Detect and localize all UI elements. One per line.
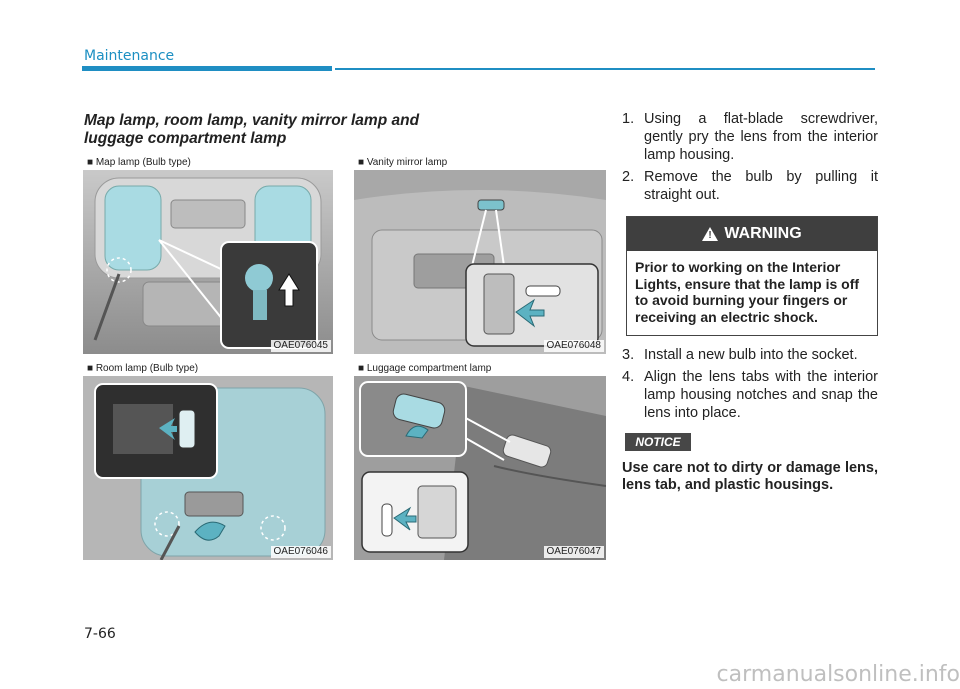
step-text: Install a new bulb into the socket.: [644, 347, 858, 363]
figure-luggage-compartment-lamp: [354, 362, 606, 560]
figure-map-lamp: [83, 156, 333, 354]
figure-caption: ■ Luggage compartment lamp: [358, 362, 497, 376]
figure-vanity-mirror-lamp: [354, 156, 606, 354]
list-item: [622, 346, 878, 364]
luggage-lamp-illustration: [354, 376, 606, 560]
step-number: 1.: [622, 111, 635, 127]
room-lamp-illustration: [83, 376, 333, 560]
step-text: Using a flat-blade screwdriver, gently pry the lens from the interior lamp housing.: [644, 111, 878, 163]
map-lamp-illustration: [83, 170, 333, 354]
figure-code: OAE076048: [544, 340, 605, 352]
step-number: 4.: [622, 369, 635, 385]
figure-code: OAE076046: [271, 546, 332, 558]
list-item: [622, 168, 878, 204]
figure-caption: ■ Map lamp (Bulb type): [87, 156, 197, 170]
notice-text: Use care not to dirty or damage lens, lens tab, and plastic housings.: [622, 460, 878, 493]
figure-code: OAE076045: [271, 340, 332, 352]
warning-header: [627, 217, 877, 251]
header-rule-thick: [82, 66, 332, 71]
notice-badge: NOTICE: [625, 433, 691, 451]
warning-title: WARNING: [724, 225, 802, 242]
figure-room-lamp: [83, 362, 333, 560]
watermark: carmanualsonline.info: [716, 662, 960, 687]
step-text: Align the lens tabs with the interior lamp housing notches and snap the lens into place.: [644, 369, 878, 421]
steps-list-continued: [622, 346, 878, 426]
steps-list: [622, 110, 878, 208]
figure-caption: ■ Vanity mirror lamp: [358, 156, 453, 170]
header-rule-thin: [335, 68, 875, 70]
step-number: 2.: [622, 169, 635, 185]
figure-code: OAE076047: [544, 546, 605, 558]
figure-caption: ■ Room lamp (Bulb type): [87, 362, 204, 376]
vanity-mirror-lamp-illustration: [354, 170, 606, 354]
warning-triangle-icon: !: [702, 227, 718, 241]
warning-box: [626, 216, 878, 336]
warning-text: Prior to working on the Interior Lights, ensure that the lamp is off to avoid burning your fingers or receiving an electric shock.: [635, 259, 860, 325]
step-number: 3.: [622, 347, 635, 363]
step-text: Remove the bulb by pulling it straight out.: [644, 169, 878, 203]
list-item: [622, 110, 878, 164]
page-heading: Map lamp, room lamp, vanity mirror lamp and luggage compartment lamp: [84, 112, 420, 147]
page-number: 7-66: [84, 626, 116, 642]
section-label: Maintenance: [84, 48, 175, 64]
list-item: [622, 368, 878, 422]
